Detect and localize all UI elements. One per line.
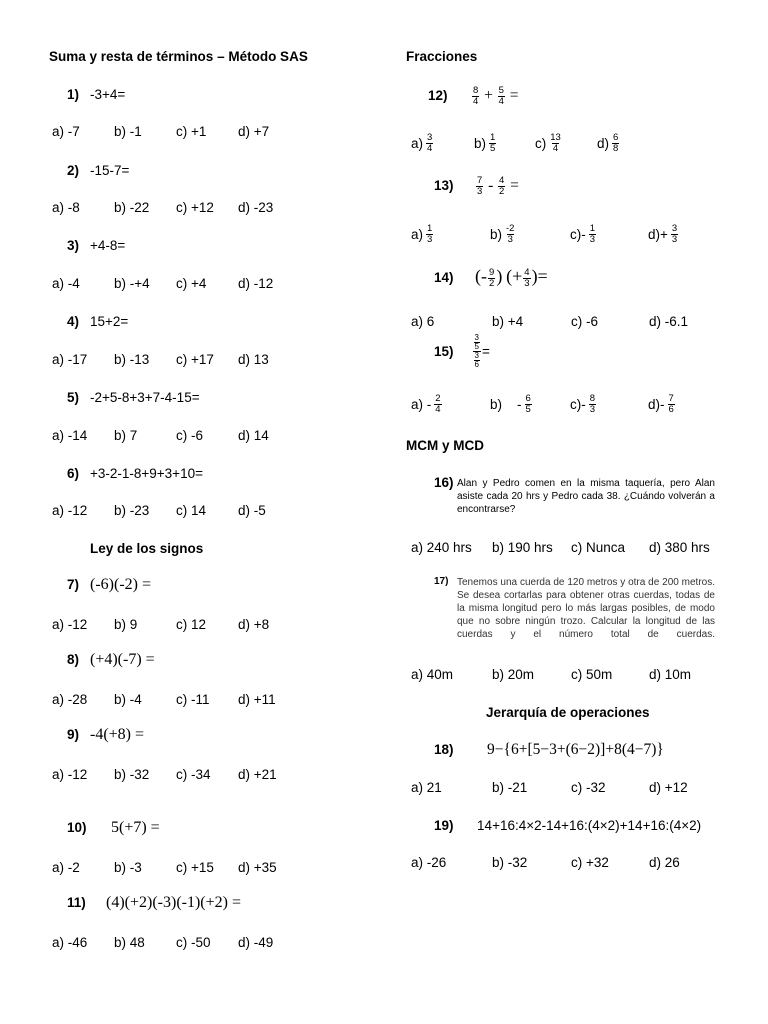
option-label: a) - bbox=[411, 396, 432, 412]
question-10 bbox=[67, 819, 160, 836]
fraction bbox=[434, 394, 441, 415]
question-2 bbox=[67, 163, 130, 178]
option-b[interactable]: b) -+4 bbox=[114, 276, 150, 291]
fraction bbox=[505, 224, 515, 245]
option-c[interactable]: c) 14 bbox=[176, 503, 207, 518]
option-c[interactable]: c) +15 bbox=[176, 860, 214, 875]
expression: +4-8= bbox=[90, 238, 126, 253]
question-number: 19) bbox=[434, 818, 454, 833]
option-d[interactable]: d) +8 bbox=[238, 617, 270, 632]
option-c[interactable]: c) -6 bbox=[571, 314, 598, 329]
expression: -15-7= bbox=[90, 163, 130, 178]
option-a[interactable]: a) -2 bbox=[52, 860, 80, 875]
question-7 bbox=[67, 576, 151, 593]
numerator: 1 bbox=[427, 222, 433, 234]
option-b[interactable]: b) -32 bbox=[114, 767, 150, 782]
question-number: 13) bbox=[434, 178, 454, 194]
option-a[interactable]: a) -17 bbox=[52, 352, 88, 367]
option-b[interactable]: b) 7 bbox=[114, 428, 138, 443]
paren: (+ bbox=[506, 266, 523, 286]
question-9 bbox=[67, 726, 145, 743]
option-d[interactable]: d) -12 bbox=[238, 276, 274, 291]
question-6 bbox=[67, 466, 203, 481]
operator: + bbox=[484, 87, 493, 105]
fraction: $\frac{7}{3}$ bbox=[477, 175, 483, 197]
option-a[interactable]: a) 240 hrs bbox=[411, 540, 472, 555]
question-number: 14) bbox=[434, 270, 454, 285]
option-label: d)- bbox=[648, 396, 665, 412]
denominator: 8 bbox=[613, 142, 619, 154]
option-a[interactable]: a) 6 bbox=[411, 314, 435, 329]
option-b[interactable]: b) -3 bbox=[114, 860, 142, 875]
denominator: 4 bbox=[435, 403, 441, 415]
equals: = bbox=[481, 343, 490, 359]
option-a[interactable]: a) -14 bbox=[52, 428, 88, 443]
option-b[interactable]: b) -4 bbox=[114, 692, 142, 707]
question-number: 16) bbox=[434, 475, 454, 490]
option-d[interactable]: d) 380 hrs bbox=[649, 540, 710, 555]
option-a[interactable]: a) 40m bbox=[411, 667, 454, 682]
complex-fraction: $\frac{\frac{3}{5}}{\frac{3}{6}}$ bbox=[474, 332, 479, 369]
question-14 bbox=[434, 266, 548, 289]
denominator: 4 bbox=[552, 142, 559, 154]
option-d[interactable]: d) +35 bbox=[238, 860, 277, 875]
fraction bbox=[612, 133, 619, 154]
question-number: 2) bbox=[67, 163, 80, 178]
expression: -4(+8) = bbox=[90, 726, 145, 743]
fraction bbox=[589, 394, 596, 415]
option-a[interactable]: a) -28 bbox=[52, 692, 88, 707]
question-number: 3) bbox=[67, 238, 80, 253]
option-a[interactable]: a) -26 bbox=[411, 855, 447, 870]
question-number: 4) bbox=[67, 314, 80, 329]
section-title-mcm-mcd: MCM y MCD bbox=[406, 438, 484, 453]
expression: 5(+7) = bbox=[111, 819, 160, 836]
fraction bbox=[489, 133, 496, 154]
expression: +3-2-1-8+9+3+10= bbox=[90, 466, 203, 481]
question-number: 10) bbox=[67, 820, 87, 835]
question-1 bbox=[67, 87, 126, 102]
fraction: $\frac{4}{2}$ bbox=[499, 175, 505, 197]
fraction: $\frac{8}{4}$ bbox=[473, 85, 479, 107]
option-a[interactable]: a) -8 bbox=[52, 200, 80, 215]
option-d[interactable]: d) -5 bbox=[238, 503, 266, 518]
option-c[interactable]: c) Nunca bbox=[571, 540, 626, 555]
option-c[interactable] bbox=[535, 130, 563, 156]
fraction bbox=[426, 224, 433, 245]
denominator: 4 bbox=[427, 142, 433, 154]
option-a[interactable]: a) -4 bbox=[52, 276, 80, 291]
fraction bbox=[549, 133, 562, 154]
denominator: 6 bbox=[668, 403, 674, 415]
expression: -3+4= bbox=[90, 87, 126, 102]
option-label: a) bbox=[411, 226, 424, 242]
option-d[interactable]: d) -6.1 bbox=[649, 314, 689, 329]
option-c[interactable]: c) 12 bbox=[176, 617, 207, 632]
expression: 9−{6+[5−3+(6−2)]+8(4−7)} bbox=[487, 741, 664, 758]
option-a[interactable]: a) -46 bbox=[52, 935, 88, 950]
option-label: c)- bbox=[570, 396, 586, 412]
denominator: 3 bbox=[507, 233, 513, 245]
option-label: b) bbox=[474, 135, 487, 151]
question-11 bbox=[67, 894, 242, 911]
option-d[interactable]: d) -23 bbox=[238, 200, 274, 215]
option-a[interactable]: a) 21 bbox=[411, 780, 442, 795]
option-a[interactable] bbox=[411, 221, 434, 247]
option-b[interactable]: b) -21 bbox=[492, 780, 528, 795]
question-number: 7) bbox=[67, 577, 80, 592]
option-c[interactable] bbox=[570, 391, 597, 417]
fraction bbox=[671, 224, 678, 245]
numerator: 3 bbox=[671, 222, 678, 234]
option-c[interactable]: c) +32 bbox=[571, 855, 609, 870]
numerator: 6 bbox=[613, 131, 619, 143]
option-c[interactable]: c) 50m bbox=[571, 667, 613, 682]
expression: -2+5-8+3+7-4-15= bbox=[90, 390, 200, 405]
option-d[interactable] bbox=[597, 130, 620, 156]
question-number: 9) bbox=[67, 727, 80, 742]
option-b[interactable]: b) 48 bbox=[114, 935, 145, 950]
numerator: 2 bbox=[435, 392, 441, 404]
fraction bbox=[589, 224, 596, 245]
expression: (+4)(-7) = bbox=[90, 651, 155, 668]
option-c[interactable]: c) -6 bbox=[176, 428, 203, 443]
option-b[interactable] bbox=[490, 221, 516, 247]
numerator: 3 bbox=[427, 131, 433, 143]
question-number: 11) bbox=[67, 895, 86, 910]
question-number: 17) bbox=[434, 576, 449, 587]
equals: = bbox=[509, 87, 519, 105]
question-number: 1) bbox=[67, 87, 80, 102]
section-title-ley-signos: Ley de los signos bbox=[90, 541, 204, 556]
option-a[interactable]: a) -12 bbox=[52, 767, 88, 782]
option-d[interactable]: d) 13 bbox=[238, 352, 269, 367]
option-a[interactable] bbox=[411, 391, 443, 417]
fraction: $\frac{9}{2}$ bbox=[489, 266, 495, 289]
option-b[interactable]: b) 20m bbox=[492, 667, 535, 682]
expression: 15+2= bbox=[90, 314, 129, 329]
option-label: d)+ bbox=[648, 226, 668, 242]
option-c[interactable]: c) -32 bbox=[571, 780, 606, 795]
option-b[interactable] bbox=[490, 391, 533, 417]
denominator: 3 bbox=[589, 233, 596, 245]
option-d[interactable] bbox=[648, 391, 676, 417]
option-a[interactable]: a) -7 bbox=[52, 124, 80, 139]
option-a[interactable]: a) -12 bbox=[52, 503, 88, 518]
option-d[interactable] bbox=[648, 221, 679, 247]
question-5 bbox=[67, 390, 200, 405]
option-d[interactable]: d) +11 bbox=[238, 692, 276, 707]
question-number: 15) bbox=[434, 343, 454, 359]
fraction: $\frac{4}{3}$ bbox=[524, 266, 530, 289]
option-d[interactable]: d) 14 bbox=[238, 428, 269, 443]
fraction bbox=[525, 394, 532, 415]
operator: - bbox=[488, 177, 494, 195]
option-d[interactable]: d) 10m bbox=[649, 667, 692, 682]
section-title-fracciones: Fracciones bbox=[406, 49, 478, 64]
option-c[interactable]: c) -11 bbox=[176, 692, 210, 707]
question-8 bbox=[67, 651, 155, 668]
option-d[interactable]: d) +21 bbox=[238, 767, 277, 782]
question-18 bbox=[434, 741, 664, 759]
option-a[interactable]: a) -12 bbox=[52, 617, 88, 632]
equals: = bbox=[510, 177, 519, 195]
option-d[interactable]: d) -49 bbox=[238, 935, 274, 950]
option-label: b) bbox=[490, 226, 503, 242]
section-title-jerarquia: Jerarquía de operaciones bbox=[486, 705, 650, 720]
option-c[interactable]: c) +1 bbox=[176, 124, 207, 139]
numerator: 13 bbox=[550, 131, 561, 143]
denominator: 5 bbox=[490, 142, 496, 154]
numerator: 6 bbox=[525, 392, 531, 404]
option-d[interactable]: d) +12 bbox=[649, 780, 688, 795]
paren: (- bbox=[475, 266, 488, 286]
numerator: 1 bbox=[589, 222, 596, 234]
option-b[interactable]: b) 9 bbox=[114, 617, 138, 632]
question-19 bbox=[434, 818, 701, 833]
numerator: 1 bbox=[490, 131, 496, 143]
option-d[interactable]: d) +7 bbox=[238, 124, 270, 139]
option-b[interactable]: b) -22 bbox=[114, 200, 150, 215]
option-a[interactable] bbox=[411, 130, 434, 156]
fraction: $\frac{5}{4}$ bbox=[498, 85, 504, 107]
question-17-text: Tenemos una cuerda de 120 metros y otra de 200 metros. Se desea cortarlas para obtener otras cuerdas, todas de la misma longitud pero lo más largas posibles, de modo que no sobre ningún trozo. Calcular la longitud de las cuerdas y el número total de cuerdas. bbox=[457, 577, 715, 640]
question-16-text: Alan y Pedro comen en la misma taquería, pero Alan asiste cada 20 hrs y Pedro cada 38. ¿Cuándo volverán a encontrarse? bbox=[457, 478, 715, 515]
option-b[interactable] bbox=[474, 130, 497, 156]
question-number: 6) bbox=[67, 466, 80, 481]
paren: ) bbox=[496, 266, 503, 286]
question-number: 8) bbox=[67, 652, 80, 667]
question-3 bbox=[67, 238, 126, 253]
expression: (-6)(-2) = bbox=[90, 576, 151, 593]
option-c[interactable]: c) -34 bbox=[176, 767, 211, 782]
question-13 bbox=[434, 176, 519, 197]
option-c[interactable]: c) +12 bbox=[176, 200, 214, 215]
numerator: 8 bbox=[589, 392, 596, 404]
option-label: c) bbox=[535, 135, 547, 151]
numerator: -2 bbox=[506, 222, 515, 234]
denominator: 5 bbox=[525, 403, 531, 415]
question-15 bbox=[434, 331, 490, 371]
option-c[interactable]: c) +4 bbox=[176, 276, 207, 291]
denominator: 3 bbox=[427, 233, 433, 245]
question-4 bbox=[67, 314, 129, 329]
section-title-suma-resta: Suma y resta de términos – Método SAS bbox=[49, 49, 308, 64]
option-d[interactable]: d) 26 bbox=[649, 855, 680, 870]
expression: (4)(+2)(-3)(-1)(+2) = bbox=[106, 894, 242, 911]
option-c[interactable] bbox=[570, 221, 597, 247]
denominator: 3 bbox=[589, 403, 596, 415]
option-label: a) bbox=[411, 135, 424, 151]
fraction bbox=[426, 133, 433, 154]
option-label: c)- bbox=[570, 226, 586, 242]
option-b[interactable]: b) 190 hrs bbox=[492, 540, 553, 555]
paren: )= bbox=[531, 266, 548, 286]
question-number: 12) bbox=[428, 88, 448, 104]
option-label: d) bbox=[597, 135, 610, 151]
option-b[interactable]: b) -1 bbox=[114, 124, 142, 139]
option-b[interactable]: b) -13 bbox=[114, 352, 150, 367]
option-b[interactable]: b) +4 bbox=[492, 314, 524, 329]
expression: 14+16:4×2-14+16:(4×2)+14+16:(4×2) bbox=[477, 818, 702, 833]
denominator: 3 bbox=[671, 233, 678, 245]
question-number: 18) bbox=[434, 742, 454, 757]
option-c[interactable]: c) +17 bbox=[176, 352, 214, 367]
option-b[interactable]: b) -23 bbox=[114, 503, 150, 518]
fraction bbox=[668, 394, 675, 415]
option-c[interactable]: c) -50 bbox=[176, 935, 211, 950]
question-number: 5) bbox=[67, 390, 80, 405]
option-b[interactable]: b) -32 bbox=[492, 855, 528, 870]
numerator: 7 bbox=[668, 392, 674, 404]
question-12 bbox=[428, 86, 518, 107]
option-label: b) - bbox=[490, 396, 522, 412]
